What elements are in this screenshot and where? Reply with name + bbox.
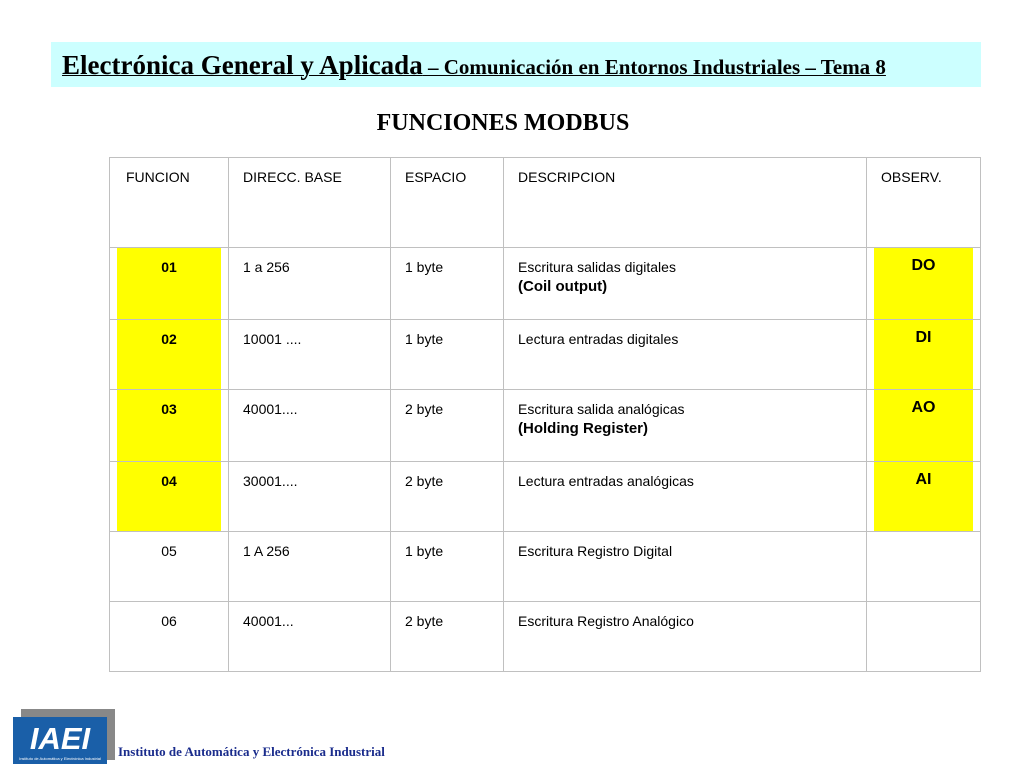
espacio-cell: 2 byte [391, 462, 504, 532]
direccion-cell: 40001.... [229, 390, 391, 462]
modbus-functions-table [109, 157, 981, 672]
iaei-logo-mark [13, 717, 107, 764]
institute-name: Instituto de Automática y Electrónica Industrial [118, 744, 385, 759]
direccion-cell: 40001... [229, 602, 391, 672]
descripcion-cell: Escritura salidas digitales (Coil output) [504, 248, 867, 320]
descripcion-cell: Escritura Registro Digital [504, 532, 867, 602]
direccion-cell: 10001 .... [229, 320, 391, 390]
table-row [110, 320, 981, 390]
header-funcion: FUNCION [110, 158, 229, 248]
funcion-cell: 01 [110, 248, 229, 320]
direccion-cell: 1 A 256 [229, 532, 391, 602]
header-direccion: DIRECC. BASE [229, 158, 391, 248]
slide-title: FUNCIONES MODBUS [376, 110, 630, 136]
course-title-sub: – Comunicación en Entornos Industriales – Tema 8 [422, 55, 886, 79]
table-row [110, 532, 981, 602]
funcion-cell: 06 [110, 602, 229, 672]
observ-cell: DI [867, 320, 981, 390]
observ-cell [867, 532, 981, 602]
logo-caption: Instituto de Automática y Electrónica Industrial [19, 756, 101, 761]
header-descripcion: DESCRIPCION [504, 158, 867, 248]
direccion-cell: 1 a 256 [229, 248, 391, 320]
table-header-row [110, 158, 981, 248]
observ-cell: AO [867, 390, 981, 462]
table-row [110, 602, 981, 672]
course-title [62, 50, 886, 81]
funcion-cell: 04 [110, 462, 229, 532]
espacio-cell: 1 byte [391, 248, 504, 320]
table-row [110, 248, 981, 320]
iaei-logo [13, 717, 107, 764]
espacio-cell: 1 byte [391, 320, 504, 390]
logo-text: IAEI [29, 721, 91, 756]
espacio-cell: 2 byte [391, 390, 504, 462]
funcion-cell: 03 [110, 390, 229, 462]
funcion-cell: 05 [110, 532, 229, 602]
header-espacio: ESPACIO [391, 158, 504, 248]
observ-cell: AI [867, 462, 981, 532]
observ-cell [867, 602, 981, 672]
descripcion-cell: Lectura entradas analógicas [504, 462, 867, 532]
descripcion-cell: Escritura Registro Analógico [504, 602, 867, 672]
table-row [110, 390, 981, 462]
espacio-cell: 1 byte [391, 532, 504, 602]
header-observ: OBSERV. [867, 158, 981, 248]
course-title-main: Electrónica General y Aplicada [62, 50, 423, 80]
title-banner [51, 42, 981, 87]
observ-cell: DO [867, 248, 981, 320]
descripcion-cell: Lectura entradas digitales [504, 320, 867, 390]
table-row [110, 462, 981, 532]
funcion-cell: 02 [110, 320, 229, 390]
espacio-cell: 2 byte [391, 602, 504, 672]
direccion-cell: 30001.... [229, 462, 391, 532]
descripcion-cell: Escritura salida analógicas (Holding Register) [504, 390, 867, 462]
